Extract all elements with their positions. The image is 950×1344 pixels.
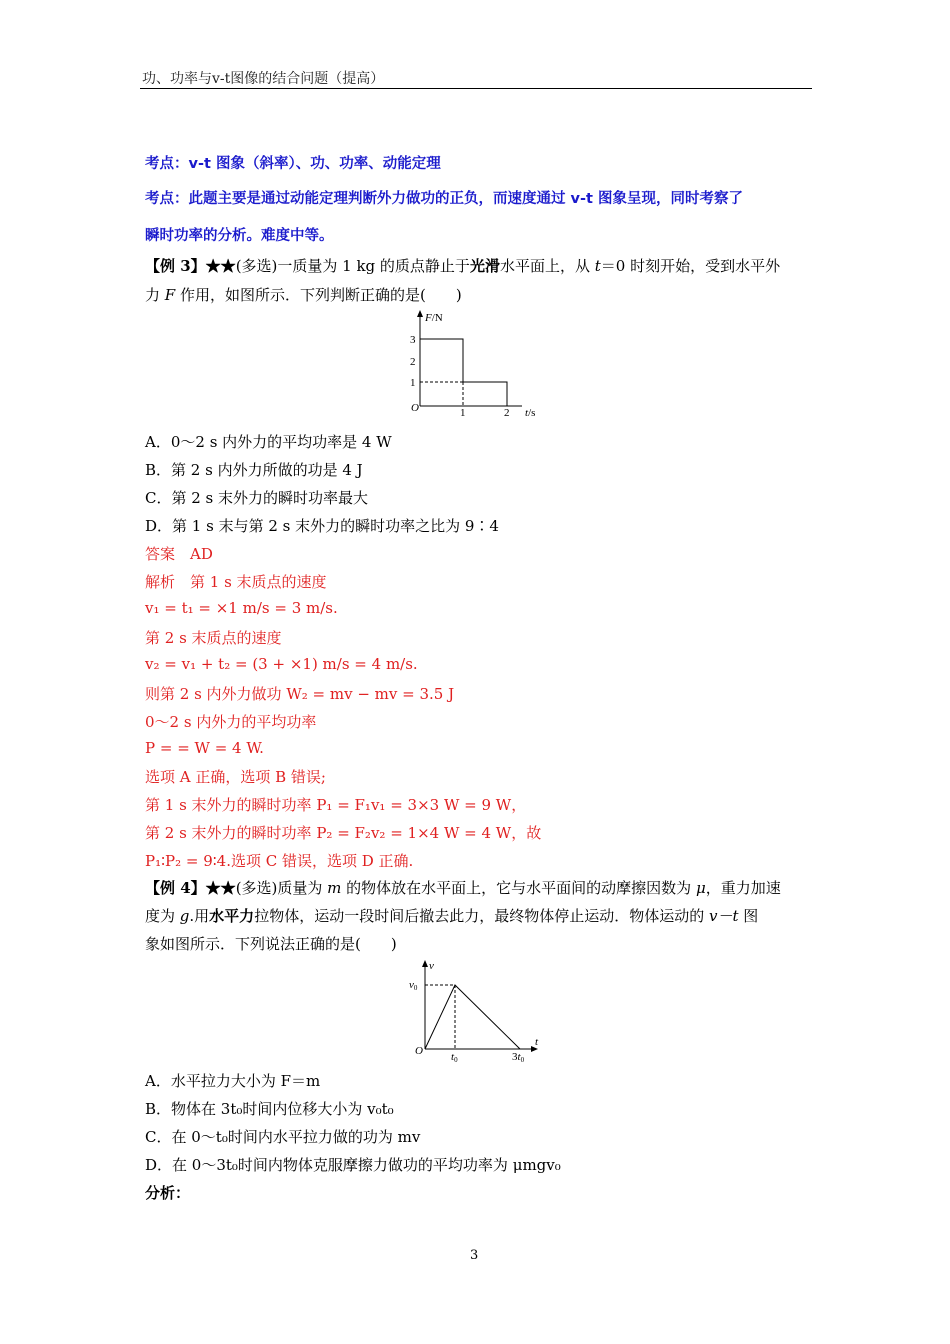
ex4-question-line-2: [145, 905, 758, 926]
ex3-analysis-7: P = = W = 4 W.: [145, 739, 264, 757]
ex4-question-line-1: [145, 877, 781, 898]
ex3-intro-2a: 水平面上，从: [499, 257, 595, 275]
ex3-option-b: B．第 2 s 内外力所做的功是 4 J: [145, 461, 363, 479]
ex4-option-b: B．物体在 3t₀时间内位移大小为 v₀t₀: [145, 1100, 394, 1118]
ex4-t0-label: t0: [451, 1051, 458, 1062]
ex3-intro-2b: ＝0 时刻开始，受到水平外: [600, 257, 781, 275]
ex4-m-var: m: [327, 879, 342, 897]
ex4-x-label: t: [535, 1036, 539, 1048]
ex3-origin: O: [411, 402, 419, 414]
ex3-intro: (多选)一质量为 1 kg 的质点静止于: [235, 257, 470, 275]
ex4-y-label: v: [429, 960, 434, 972]
ex4-question-line-3: 象如图所示．下列说法正确的是( ): [145, 935, 397, 953]
ex3-f-var: F: [164, 286, 176, 304]
ex3-analysis-1: 解析 第 1 s 末质点的速度: [145, 573, 327, 591]
page-number: 3: [470, 1248, 479, 1263]
ex3-force-time-graph: [400, 308, 550, 420]
ex3-y-arrow: [417, 310, 423, 317]
ex4-label: 【例 4】: [145, 879, 206, 897]
ex4-line1b: 的物体放在水平面上，它与水平面间的动摩擦因数为: [341, 879, 696, 897]
ex4-g-var: g: [179, 907, 190, 925]
ex3-y-label: F/N: [425, 312, 443, 324]
ex3-label: 【例 3】: [145, 257, 206, 275]
ex4-origin: O: [415, 1045, 423, 1057]
kaodian-line-3: 瞬时功率的分析。难度中等。: [145, 228, 334, 244]
ex3-analysis-9: 第 1 s 末外力的瞬时功率 P₁ = F₁v₁ = 3×3 W = 9 W，: [145, 796, 527, 814]
ex4-option-c: C．在 0～t₀时间内水平拉力做的功为 mv: [145, 1128, 421, 1146]
ex3-option-c: C．第 2 s 末外力的瞬时功率最大: [145, 489, 369, 507]
ex4-bold-word: 水平力: [209, 907, 255, 925]
ex3-analysis-8: 选项 A 正确，选项 B 错误;: [145, 768, 326, 786]
ex3-stars: ★★: [205, 257, 236, 275]
ex3-line2a: 力: [145, 286, 165, 304]
ex3-analysis-2: v₁ = t₁ = ×1 m/s = 3 m/s.: [145, 599, 338, 617]
ex3-line2b: 作用，如图所示．下列判断正确的是( ): [175, 286, 462, 304]
ex3-analysis-6: 0～2 s 内外力的平均功率: [145, 713, 317, 731]
ex3-analysis-5: 则第 2 s 内外力做功 W₂ = mv − mv = 3.5 J: [145, 685, 455, 703]
ex3-analysis-11: P₁∶P₂ = 9∶4.选项 C 错误，选项 D 正确.: [145, 852, 414, 870]
ex3-analysis-3: 第 2 s 末质点的速度: [145, 629, 282, 647]
ex4-option-a: A．水平拉力大小为 F＝m: [145, 1072, 321, 1090]
ex4-velocity-line: [425, 985, 520, 1049]
ex4-3t0-label: 3t0: [512, 1051, 525, 1062]
ex4-fenxi: 分析：: [145, 1184, 191, 1202]
header-rule: [140, 88, 812, 89]
ex4-line2a: 度为: [145, 907, 180, 925]
ex3-force-line: [420, 339, 507, 406]
ex3-xtick-2: 2: [504, 407, 510, 419]
ex4-vt: v－t: [708, 907, 739, 925]
ex3-bold-word: 光滑: [469, 257, 500, 275]
kaodian-line-1: 考点：v-t 图象（斜率）、功、功率、动能定理: [145, 156, 441, 172]
ex4-velocity-time-graph: [395, 957, 545, 1062]
ex3-analysis-10: 第 2 s 末外力的瞬时功率 P₂ = F₂v₂ = 1×4 W = 4 W，故: [145, 824, 542, 842]
ex4-v0-label: v0: [409, 979, 418, 992]
ex3-question-line-1: [145, 255, 780, 276]
ex3-ytick-1: 1: [410, 377, 416, 389]
page-header: 功、功率与v-t图像的结合问题（提高）: [142, 71, 385, 87]
ex4-line2d: 图: [738, 907, 759, 925]
ex3-t-var: t: [594, 257, 601, 275]
ex4-mu-var: μ: [695, 879, 706, 897]
ex3-option-a: A．0～2 s 内外力的平均功率是 4 W: [145, 433, 392, 451]
ex3-x-label: t/s: [525, 407, 536, 419]
ex3-ytick-3: 3: [410, 334, 416, 346]
ex3-question-line-2: [145, 284, 462, 305]
ex4-line1c: ，重力加速: [705, 879, 781, 897]
ex4-line2b: .用: [189, 907, 210, 925]
ex3-analysis-4: v₂ = v₁ + t₂ = (3 + ×1) m/s = 4 m/s.: [145, 655, 418, 673]
ex4-stars: ★★: [205, 879, 236, 897]
ex3-answer: 答案 AD: [145, 545, 213, 563]
ex4-y-arrow: [422, 960, 428, 967]
kaodian-line-2: 考点：此题主要是通过动能定理判断外力做功的正负，而速度通过 v-t 图象呈现，同时考察了: [145, 191, 743, 207]
ex4-option-d: D．在 0～3t₀时间内物体克服摩擦力做功的平均功率为 μmgv₀: [145, 1156, 561, 1174]
ex3-xtick-1: 1: [460, 407, 466, 419]
ex3-ytick-2: 2: [410, 356, 416, 368]
ex4-line2c: 拉物体，运动一段时间后撤去此力，最终物体停止运动．物体运动的: [254, 907, 709, 925]
ex4-line1a: (多选)质量为: [235, 879, 328, 897]
ex3-option-d: D．第 1 s 末与第 2 s 末外力的瞬时功率之比为 9∶4: [145, 517, 499, 535]
